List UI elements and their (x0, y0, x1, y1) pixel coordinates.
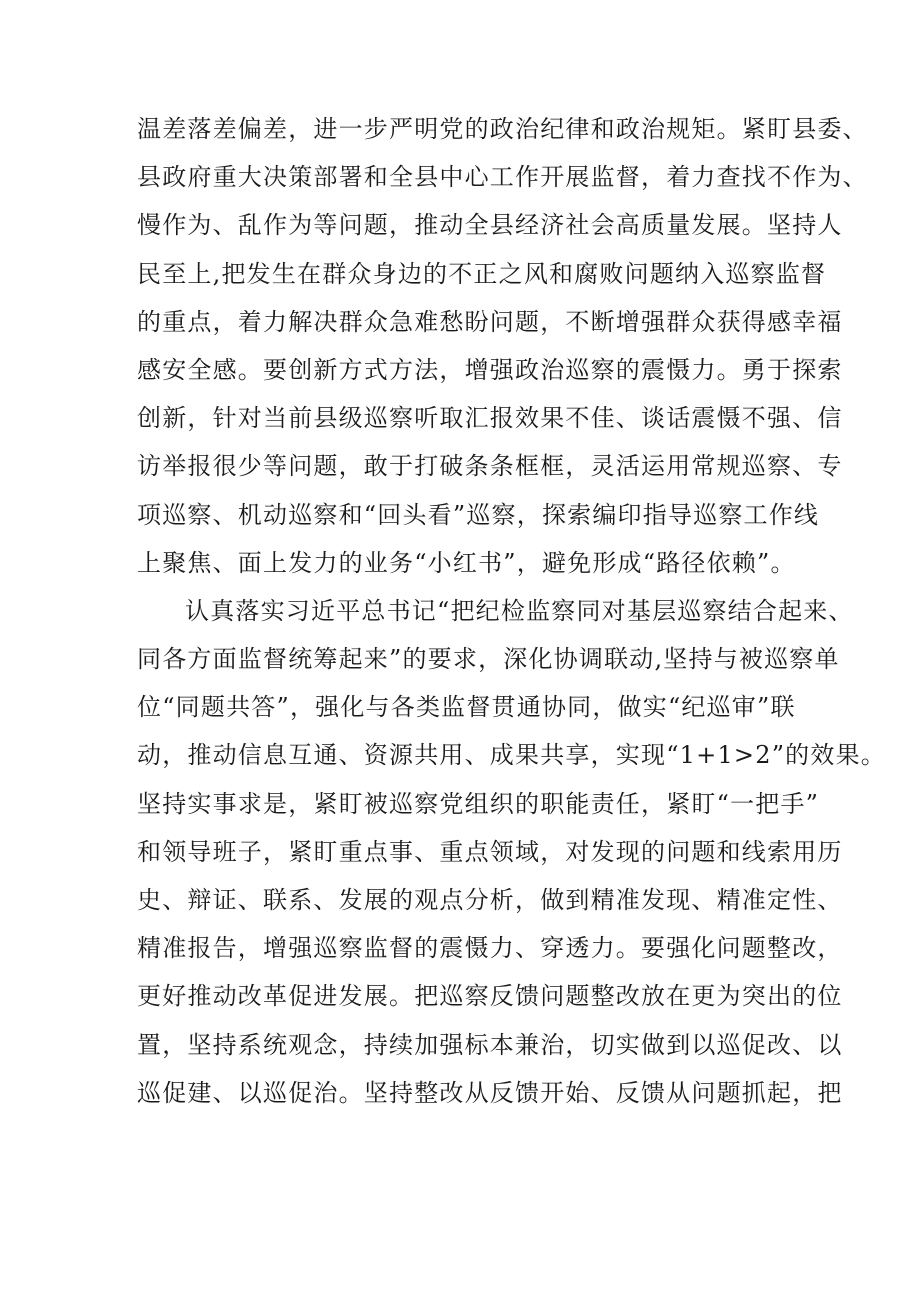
text-line: 和领导班子，紧盯重点事、重点领域，对发现的问题和线索用历 (137, 837, 843, 866)
text-line: 的重点，着力解决群众急难愁盼问题，不断增强群众获得感幸福 (137, 307, 843, 336)
text-line: 访举报很少等问题，敢于打破条条框框，灵活运用常规巡察、专 (137, 452, 843, 481)
text-line: 认真落实习近平总书记“把纪检监察同对基层巡察结合起来、 (185, 596, 854, 625)
text-line: 温差落差偏差，进一步严明党的政治纪律和政治规矩。紧盯县委、 (137, 115, 868, 143)
text-line: 位“同题共答”，强化与各类监督贯通协同，做实“纪巡审”联 (137, 693, 796, 722)
text-line: 民至上,把发生在群众身边的不正之风和腐败问题纳入巡察监督 (137, 259, 827, 288)
text-line: 感安全感。要创新方式方法，增强政治巡察的震慑力。勇于探索 (137, 355, 843, 384)
text-line: 项巡察、机动巡察和“回头看”巡察，探索编印指导巡察工作线 (137, 500, 820, 529)
text-line: 慢作为、乱作为等问题，推动全县经济社会高质量发展。坚持人 (137, 211, 843, 240)
paragraph-1 (137, 105, 868, 587)
text-line: 同各方面监督统筹起来”的要求，深化协调联动,坚持与被巡察单 (137, 645, 840, 674)
body-text (137, 105, 886, 1117)
text-line: 置，坚持系统观念，持续加强标本兼治，切实做到以巡促改、以 (137, 1030, 843, 1059)
text-line: 坚持实事求是，紧盯被巡察党组织的职能责任，紧盯“一把手” (137, 789, 820, 818)
paragraph-2 (137, 587, 886, 1117)
text-line: 精准报告，增强巡察监督的震慑力、穿透力。要强化问题整改， (137, 934, 843, 963)
text-line: 更好推动改革促进发展。把巡察反馈问题整改放在更为突出的位 (137, 982, 843, 1011)
text-line: 上聚焦、面上发力的业务“小红书”，避免形成“路径依赖”。 (137, 548, 796, 577)
text-line: 巡促建、以巡促治。坚持整改从反馈开始、反馈从问题抓起，把 (137, 1078, 843, 1107)
text-line: 史、辩证、联系、发展的观点分析，做到精准发现、精准定性、 (137, 886, 843, 914)
text-line: 动，推动信息互通、资源共用、成果共享，实现“1+1>2”的效果。 (137, 741, 886, 770)
text-line: 创新，针对当前县级巡察听取汇报效果不佳、谈话震慑不强、信 (137, 404, 843, 433)
text-line: 县政府重大决策部署和全县中心工作开展监督，着力查找不作为、 (137, 163, 868, 192)
